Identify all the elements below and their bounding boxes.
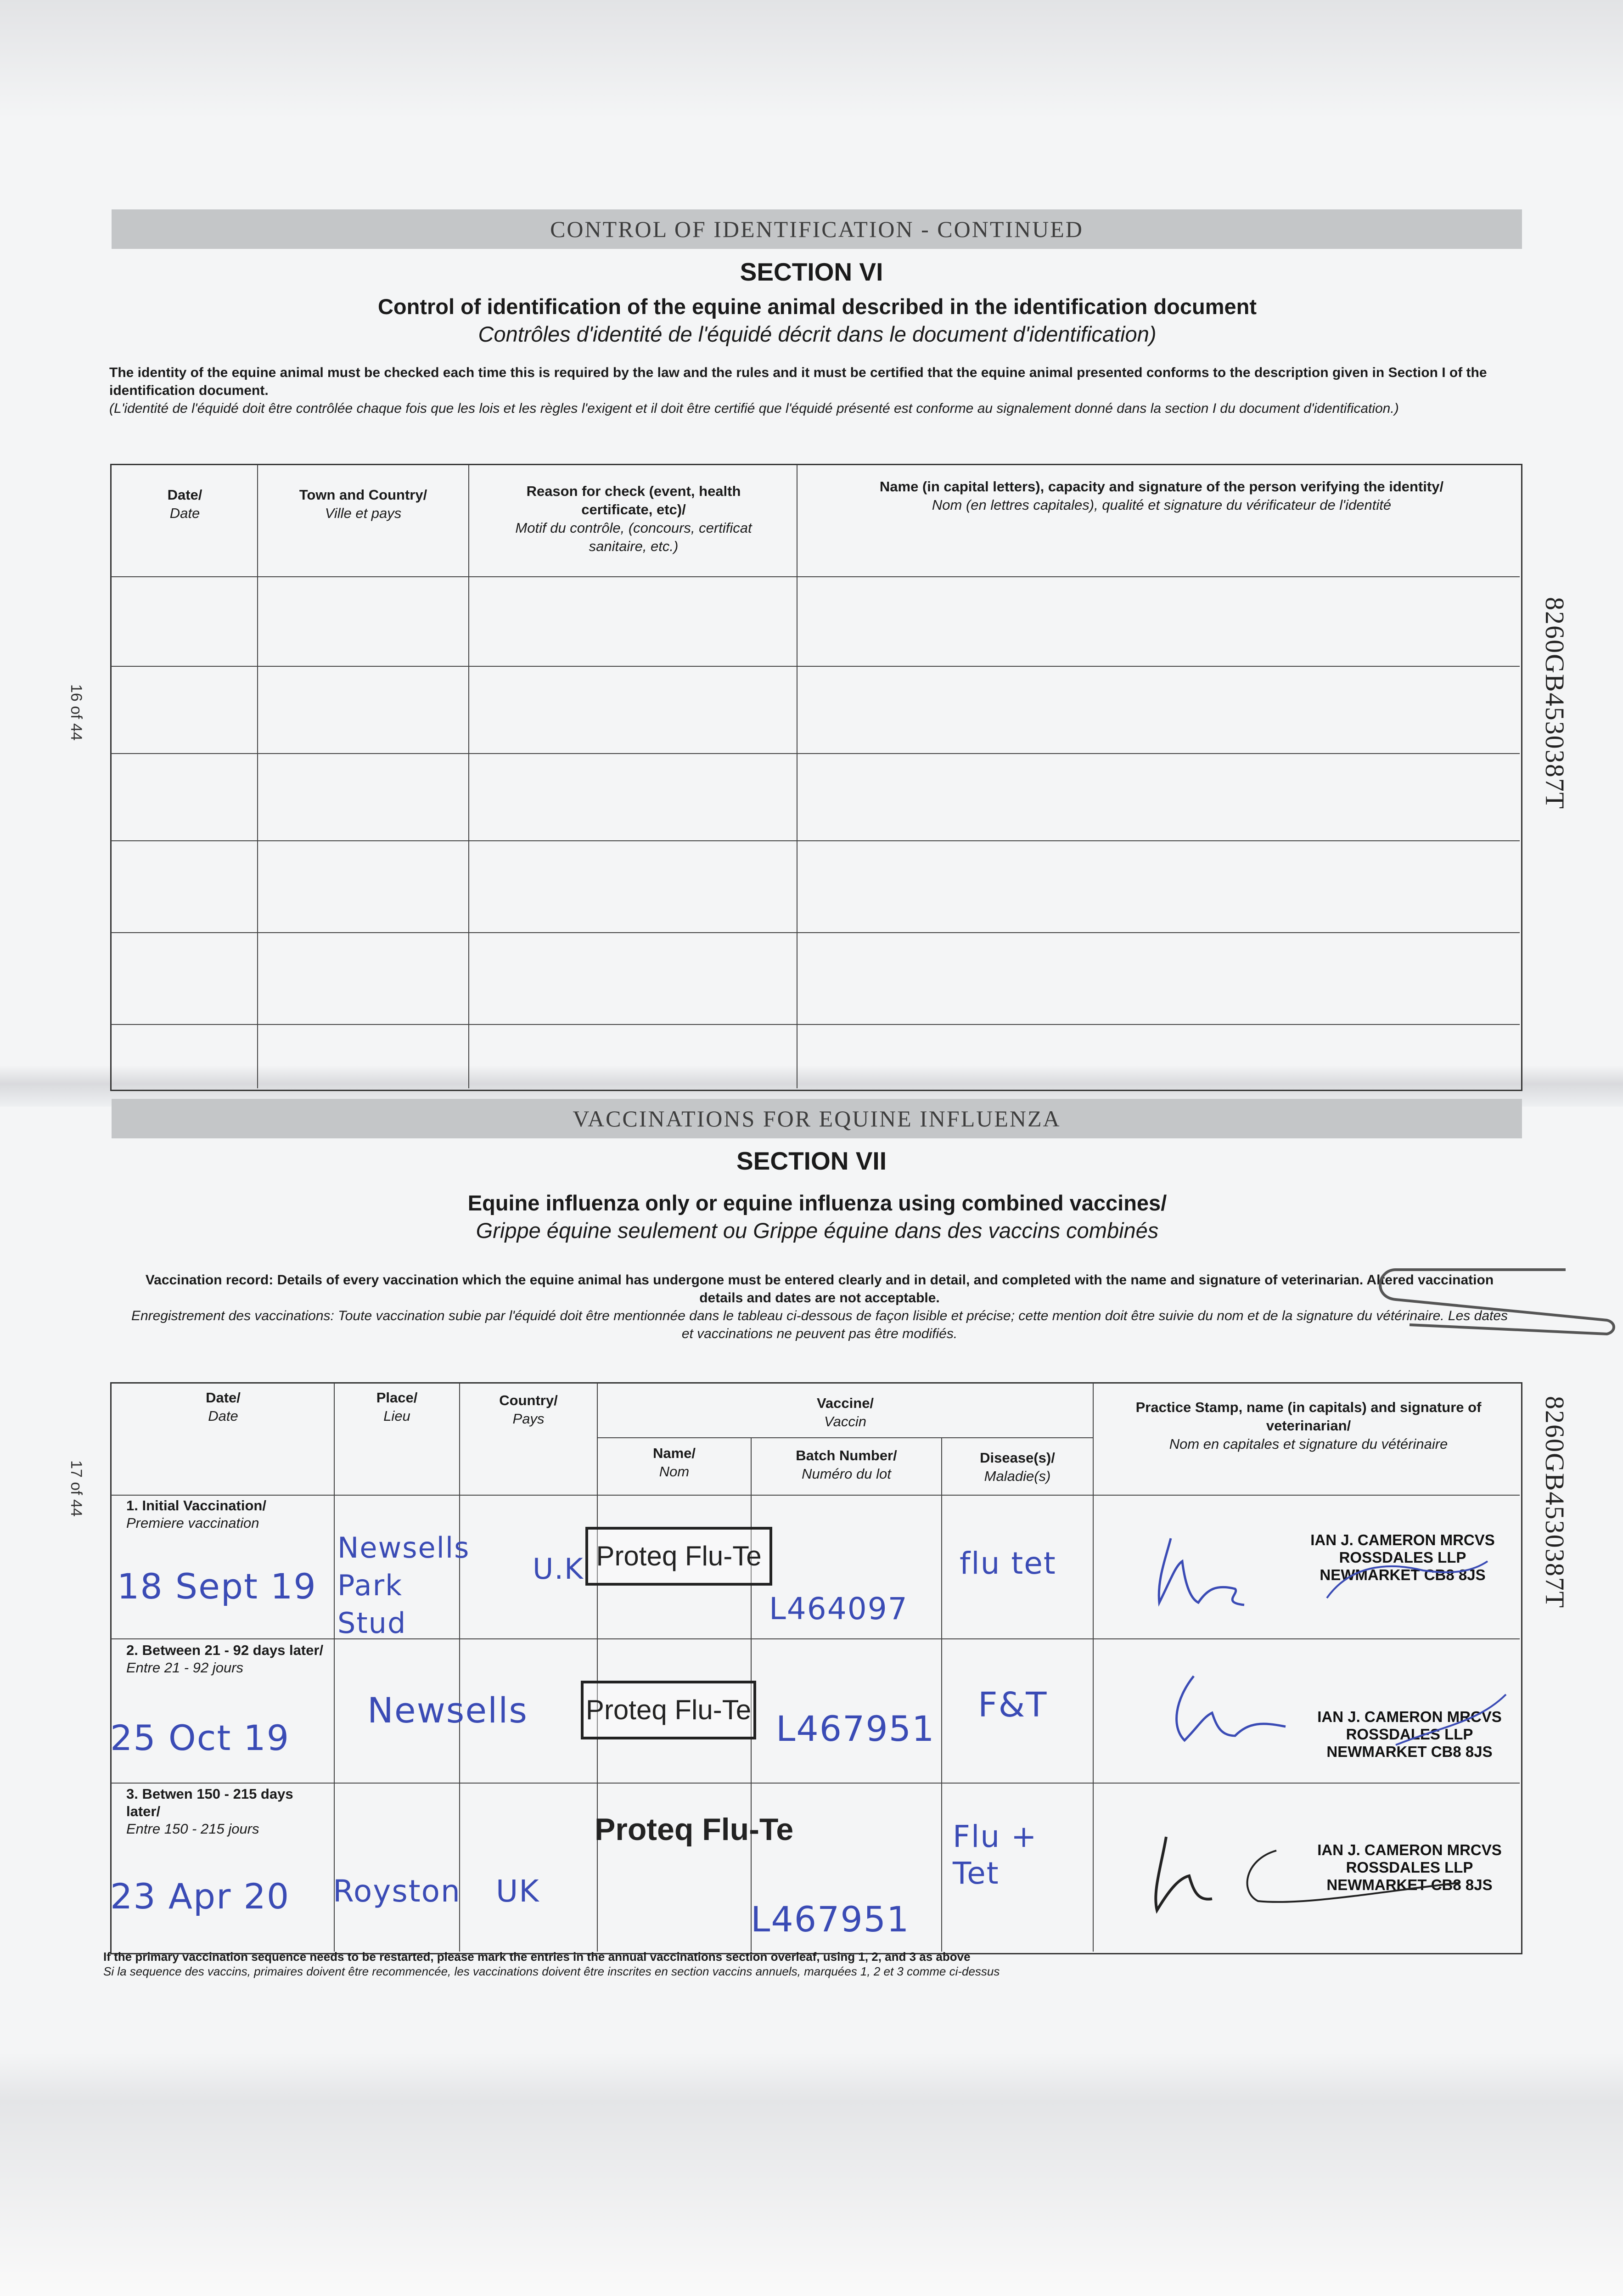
passport-number-upper: 8260GB4530387T — [1540, 597, 1570, 810]
section7-note-fr: Enregistrement des vaccinations: Toute vaccination subie par l'équidé doit être mentionnée dans le tableau ci-dessous de façon lisible et précise; cette mention doit être suivie du nom et de la signature du vétérinaire. Les dates et vaccinations ne peuvent pas être modifiés. — [131, 1308, 1508, 1341]
section7-subtitle-fr: Grippe équine seulement ou Grippe équine dans des vaccins combinés — [476, 1218, 1159, 1243]
row1-batch: L464097 — [769, 1591, 908, 1626]
page-number-17: 17 of 44 — [67, 1460, 85, 1517]
row1-date: 18 Sept 19 — [117, 1566, 317, 1607]
s7-header-practice: Practice Stamp, name (in capitals) and signature of veterinarian/ Nom en capitales et signature du vétérinaire — [1135, 1399, 1482, 1452]
section6-note-fr: (L'identité de l'équidé doit être contrôlée chaque fois que les lois et les règles l'exigent et il doit être certifié que l'équidé présenté est conforme au signalement donné dans la section I du document d'identification.) — [109, 401, 1399, 416]
row2-batch: L467951 — [776, 1708, 935, 1749]
section6-note-en: The identity of the equine animal must be checked each time this is required by the law and the rules and it must be certified that the equine animal presented conforms to the description given in Section I of the identification document. — [109, 365, 1487, 398]
row3-disease: Flu + Tet — [953, 1819, 1038, 1891]
vaccination-row-2-label: 2. Between 21 - 92 days later/ Entre 21 - 92 jours — [126, 1642, 324, 1676]
section6-title: SECTION VI — [740, 258, 883, 286]
row3-vaccine-stamp: Proteq Flu-Te — [595, 1812, 794, 1847]
s7-header-disease: Disease(s)/ Maladie(s) — [980, 1450, 1055, 1484]
row3-vet-signature — [1139, 1828, 1515, 1933]
row2-vaccine-stamp: Proteq Flu-Te — [581, 1681, 756, 1739]
row1-vet-signature — [1139, 1511, 1506, 1630]
row3-vet-stamp: IAN J. CAMERON MRCVS ROSSDALES LLP NEWMARKET CB8 8JS — [1317, 1841, 1502, 1893]
paper-clip-icon — [1368, 1256, 1621, 1339]
identification-check-table — [110, 464, 1522, 1091]
row2-disease: F&T — [978, 1685, 1048, 1725]
scan-top-shadow — [0, 0, 1623, 119]
section6-note — [109, 364, 1519, 417]
row3-place: Royston — [333, 1874, 461, 1909]
section6-banner: CONTROL OF IDENTIFICATION - CONTINUED — [112, 209, 1522, 249]
s7-header-vaccine-name: Name/ Nom — [652, 1445, 696, 1480]
section6-subtitle-fr: Contrôles d'identité de l'équidé décrit dans le document d'identification) — [478, 322, 1157, 346]
s6-header-date: Date/ Date — [167, 487, 202, 521]
s7-header-place: Place/ Lieu — [376, 1390, 418, 1424]
page-number-16: 16 of 44 — [67, 684, 85, 741]
row2-vet-signature — [1157, 1667, 1524, 1759]
row1-place: Newsells Park Stud — [337, 1531, 470, 1640]
section6-subtitle-en: Control of identification of the equine animal described in the identification document — [377, 294, 1257, 319]
row1-vaccine-stamp: Proteq Flu-Te — [585, 1527, 772, 1586]
passport-number-lower: 8260GB4530387T — [1540, 1396, 1570, 1609]
vaccination-row-1-label: 1. Initial Vaccination/ Premiere vaccination — [126, 1497, 266, 1531]
section7-note — [124, 1271, 1515, 1343]
section7-subtitle-en: Equine influenza only or equine influenza using combined vaccines/ — [467, 1191, 1167, 1215]
section7-footnote-fr: Si la sequence des vaccins, primaires doivent être recommencée, les vaccinations doivent être inscrites en section vaccins annuels, marquées 1, 2 et 3 comme ci-dessus — [103, 1964, 1000, 1978]
section7-footnote — [103, 1949, 1517, 1979]
section7-note-en: Vaccination record: Details of every vaccination which the equine animal has undergone must be entered clearly and in detail, and completed with the name and signature of veterinarian. Altered vaccination details and dates are not acceptable. — [145, 1272, 1494, 1306]
section7-title: SECTION VII — [736, 1147, 887, 1175]
scan-bottom-shadow — [0, 2053, 1623, 2296]
row3-country: UK — [496, 1874, 540, 1909]
row2-date: 25 Oct 19 — [110, 1717, 290, 1758]
row2-vet-stamp: IAN J. CAMERON MRCVS ROSSDALES LLP NEWMARKET CB8 8JS — [1317, 1708, 1502, 1760]
vaccination-row-3-label: 3. Betwen 150 - 215 days later/ Entre 150 - 215 jours — [126, 1786, 293, 1837]
s7-header-date: Date/ Date — [206, 1390, 241, 1424]
row3-date: 23 Apr 20 — [110, 1876, 290, 1917]
s6-header-name: Name (in capital letters), capacity and signature of the person verifying the identity/ Nom (en lettres capitales), qualité et signature du vérificateur de l'identité — [879, 478, 1444, 513]
s7-header-batch: Batch Number/ Numéro du lot — [796, 1447, 897, 1482]
s7-header-country: Country/ Pays — [499, 1392, 558, 1427]
row3-batch: L467951 — [751, 1899, 910, 1940]
row1-country: U.K — [533, 1552, 584, 1586]
row1-vet-stamp: IAN J. CAMERON MRCVS ROSSDALES LLP NEWMARKET CB8 8JS — [1310, 1531, 1495, 1583]
s6-header-reason: Reason for check (event, health certificate, etc)/ Motif du contrôle, (concours, certificat sanitaire, etc.) — [515, 483, 752, 554]
row1-disease: flu tet — [960, 1546, 1056, 1581]
s7-header-vaccine: Vaccine/ Vaccin — [816, 1395, 874, 1429]
section7-banner: VACCINATIONS FOR EQUINE INFLUENZA — [112, 1099, 1522, 1138]
row2-place: Newsells — [367, 1690, 528, 1731]
section7-footnote-en: If the primary vaccination sequence needs to be restarted, please mark the entries in the annual vaccinations section overleaf, using 1, 2, and 3 as above — [103, 1950, 971, 1964]
s6-header-town: Town and Country/ Ville et pays — [299, 487, 427, 521]
